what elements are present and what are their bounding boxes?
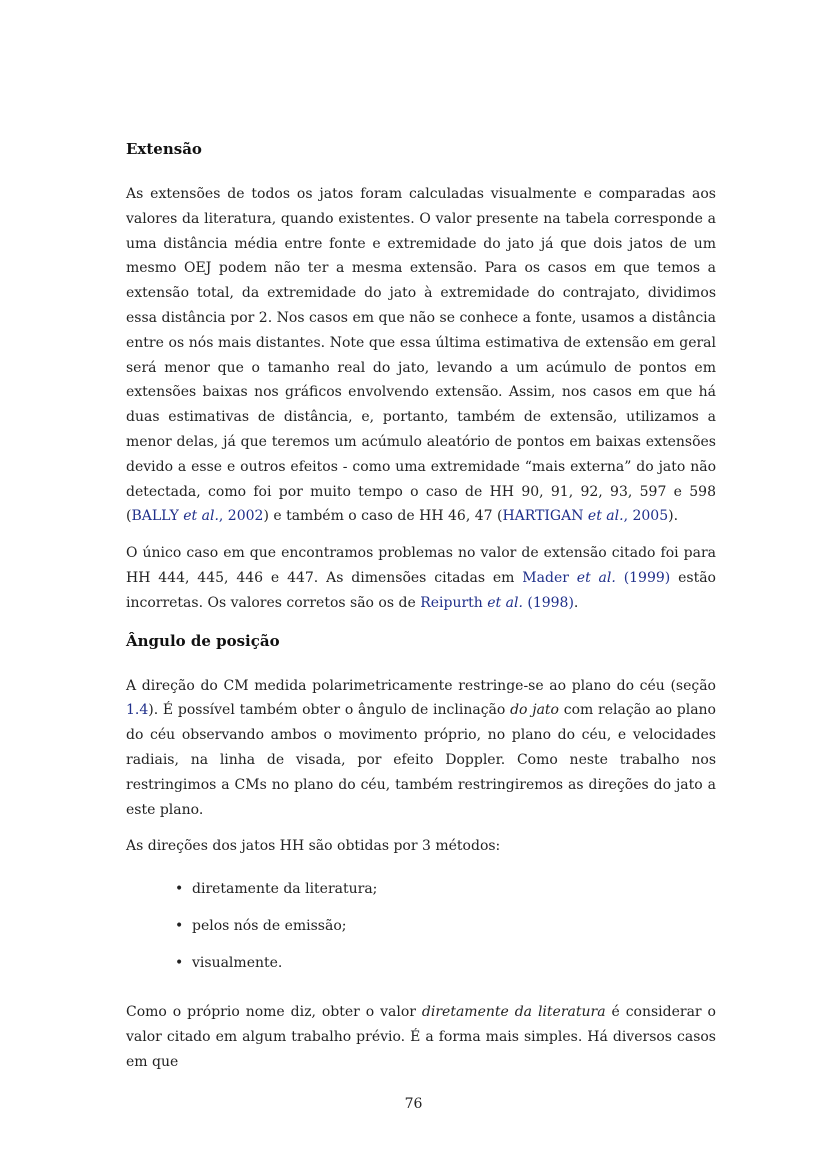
- citation-mader-year[interactable]: (1999): [615, 569, 671, 586]
- list-item: • pelos nós de emissão;: [126, 908, 716, 945]
- citation-mader-etal[interactable]: et al.: [576, 569, 616, 586]
- citation-reipurth[interactable]: Reipurth: [420, 594, 488, 611]
- list-item: • visualmente.: [126, 945, 716, 982]
- citation-bally-year[interactable]: , 2002: [218, 508, 264, 525]
- method-list: [126, 871, 716, 982]
- citation-hartigan[interactable]: HARTIGAN: [502, 508, 584, 525]
- citation-reipurth-year[interactable]: (1998): [522, 594, 574, 611]
- paragraph-extensao-2: O único caso em que encontramos problemas no valor de extensão citado foi para HH 444, 445, 446 e 447. As dimensões citadas em Mader et al. (1999) estão incorretas. Os valores corretos são os de Reipurth et al. (1998).: [126, 545, 716, 611]
- citation-hartigan-etal[interactable]: et al.: [583, 508, 624, 525]
- section-heading-extensao: Extensão: [126, 140, 202, 158]
- section-heading-angulo: Ângulo de posição: [126, 631, 280, 650]
- paragraph-angulo-3: Como o próprio nome diz, obter o valor diretamente da literatura é considerar o valor citado em algum trabalho prévio. É a forma mais simples. Há diversos casos em que: [126, 1004, 716, 1070]
- page-body: [126, 138, 716, 1075]
- section-reference-link[interactable]: 1.4: [126, 702, 149, 719]
- citation-hartigan-year[interactable]: , 2005: [623, 508, 669, 525]
- paragraph-angulo-2: As direções dos jatos HH são obtidas por 3 métodos:: [126, 838, 501, 855]
- citation-bally-etal[interactable]: et al.: [178, 508, 219, 525]
- page-number: 76: [404, 1096, 423, 1112]
- paragraph-angulo-1: A direção do CM medida polarimetricamente restringe-se ao plano do céu (seção 1.4). É possível também obter o ângulo de inclinação do jato com relação ao plano do céu observando ambos o movimento próprio, no plano do céu, e velocidades radiais, na linha de visada, por efeito Doppler. Como neste trabalho nos restringimos a CMs no plano do céu, também restringiremos as direções do jato a este plano.: [126, 677, 716, 818]
- citation-reipurth-etal[interactable]: et al.: [487, 594, 523, 611]
- citation-mader[interactable]: Mader: [522, 569, 577, 586]
- citation-bally[interactable]: BALLY: [131, 508, 179, 525]
- paragraph-extensao-1: As extensões de todos os jatos foram calculadas visualmente e comparadas aos valores da literatura, quando existentes. O valor presente na tabela corresponde a uma distância média entre fonte e extremidade do jato já que dois jatos de um mesmo OEJ podem não ter a mesma extensão. Para os casos em que temos a extensão total, da extremidade do jato à extremidade do contrajato, dividimos essa distância por 2. Nos casos em que não se conhece a fonte, usamos a distância entre os nós mais distantes. Note que essa última estimativa de extensão em geral será menor que o tamanho real do jato, levando a um acúmulo de pontos em extensões baixas nos gráficos envolvendo extensão. Assim, nos casos em que há duas estimativas de distância, e, portanto, também de extensão, utilizamos a menor delas, já que teremos um acúmulo aleatório de pontos em baixas extensões devido a esse e outros efeitos - como uma extremidade “mais externa” do jato não detectada, como foi por muito tempo o caso de HH 90, 91, 92, 93, 597 e 598 (BALLY et al., 2002) e também o caso de HH 46, 47 (HARTIGAN et al., 2005).: [126, 186, 716, 525]
- list-item: • diretamente da literatura;: [126, 871, 716, 908]
